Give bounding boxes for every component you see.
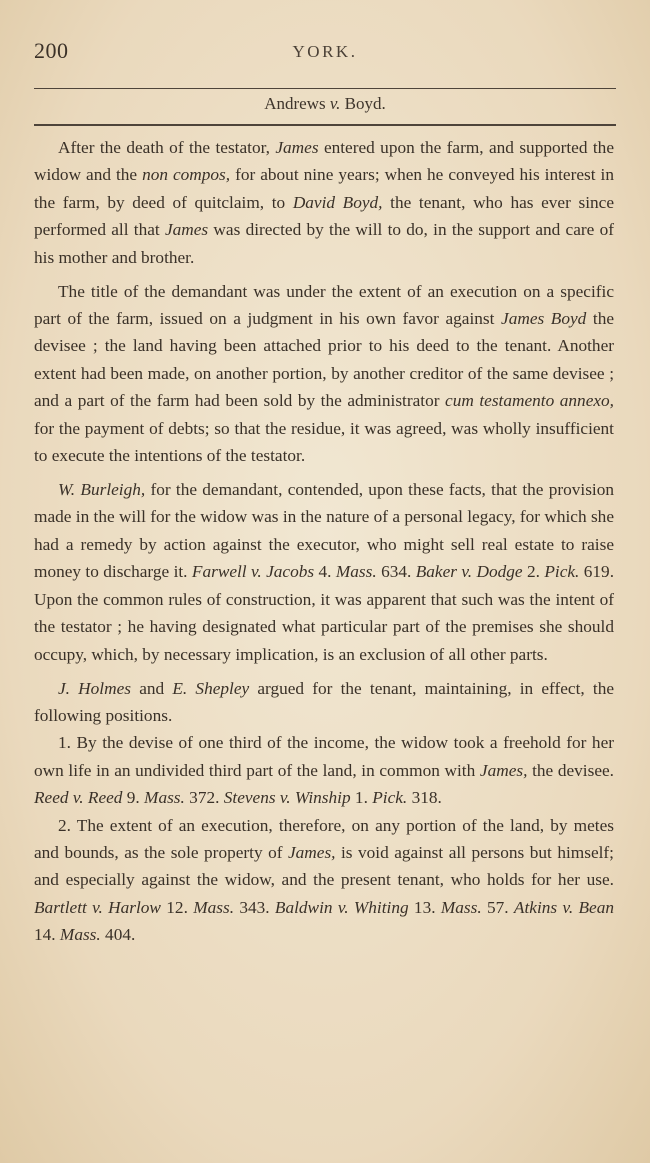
italic-reporter: Pick. [372,788,408,808]
paragraph-position-1 [34,729,614,811]
italic-reporter: Pick. [544,562,580,582]
text-run: is void against all persons but himself; and especially against the widow, and the present tenant, who holds for her use. [34,842,614,890]
text-run: The title of the demandant was under the extent of an execution on a specific part of the farm, issued on a judgment in his own favor against [34,281,614,329]
running-title: YORK. [292,42,358,61]
text-run: 12. [160,897,194,917]
text-run: entered upon the farm, and supported the widow and the [34,138,614,185]
text-run: 634. [376,562,416,582]
text-run: the devisee. [527,760,614,780]
italic-reporter: Mass. [335,562,377,582]
text-run: 1. [350,788,373,808]
paragraph-title [34,278,614,470]
italic-counsel: W. Burleigh, [58,480,146,500]
text-run: After the death of the testator, [58,138,276,157]
header-rule [34,88,616,89]
text-run: 9. [122,788,145,808]
case-party-2: Boyd. [344,94,386,113]
text-run: 14. [34,925,60,945]
text-run: for the payment of debts; so that the residue, it was agreed, was wholly insufficient to execute the intentions of the testator. [34,418,614,466]
italic-term: non compos, [142,165,231,185]
text-run: was directed by the will to do, in the support and care of his mother and brother. [34,220,614,267]
italic-citation: Bartlett v. Harlow [34,897,161,917]
italic-reporter: Mass. [193,897,235,917]
italic-name: James, [287,842,336,862]
italic-reporter: Mass. [59,925,101,945]
italic-citation: Baldwin v. Whiting [274,897,409,917]
italic-counsel: E. Shepley [172,678,250,698]
paragraph-tenant-counsel [34,675,614,730]
text-run: for about nine years; when he conveyed his interest in the farm, by deed of quitclaim, to [34,165,614,212]
italic-citation: Stevens v. Winship [223,788,351,808]
text-run: 318. [407,788,442,808]
page-number: 200 [34,38,69,63]
paragraph-facts [34,134,614,271]
case-title [0,94,650,114]
text-run: the devisee ; the land having been attached prior to his deed to the tenant. Another extent had been made, on another portion, by another creditor of the same devisee ; and a part of the farm had been sold by the administrator [34,309,615,411]
paragraph-demandant-argument [34,476,614,668]
italic-name: James [164,220,209,240]
italic-name: David Boyd, [292,192,383,212]
italic-citation: Atkins v. Bean [513,897,614,917]
italic-counsel: J. Holmes [58,678,131,698]
italic-reporter: Mass. [440,897,482,917]
text-run: the tenant, who has ever since performed all that [34,192,614,240]
text-run: 57. [481,897,514,917]
case-versus: v. [329,94,341,113]
paragraph-position-2 [34,812,614,949]
italic-name: James [275,138,319,157]
text-run: for the demandant, contended, upon these facts, that the provision made in the will for the widow was in the nature of a personal legacy, for which she had a remedy by action against the executor, who might sell real estate to raise money to discharge it. [34,480,614,582]
case-party-1: Andrews [264,94,326,113]
case-title-rule [34,124,616,126]
text-run: 2. The extent of an execution, therefore, on any portion of the land, by metes and bounds, as the sole property of [34,815,614,862]
italic-name: James Boyd [501,309,587,329]
text-run: 619. Upon the common rules of construction, it was apparent that such was the intent of the testator ; he having designated what particular part of the premises she should occupy, which, by necessary implication, is an exclusion of all other parts. [34,562,615,664]
page-header [34,38,616,72]
italic-name: James, [479,760,528,780]
italic-citation: Baker v. Dodge [415,562,523,582]
text-run: argued for the tenant, maintaining, in effect, the following positions. [34,678,615,725]
text-run: 343. [234,897,275,917]
italic-reporter: Mass. [144,788,185,808]
text-run: 13. [408,897,441,917]
text-run: 404. [100,925,136,945]
text-run: 2. [522,562,545,582]
italic-term: cum testamento annexo, [445,391,614,411]
italic-citation: Reed v. Reed [34,788,123,808]
text-run: 1. By the devise of one third of the income, the widow took a freehold for her own life in an undivided third part of the land, in common with [34,733,614,780]
text-run: 372. [184,788,224,808]
text-run: and [131,678,173,698]
page-body [34,134,614,949]
italic-citation: Farwell v. Jacobs [191,562,315,582]
text-run: 4. [314,562,336,582]
